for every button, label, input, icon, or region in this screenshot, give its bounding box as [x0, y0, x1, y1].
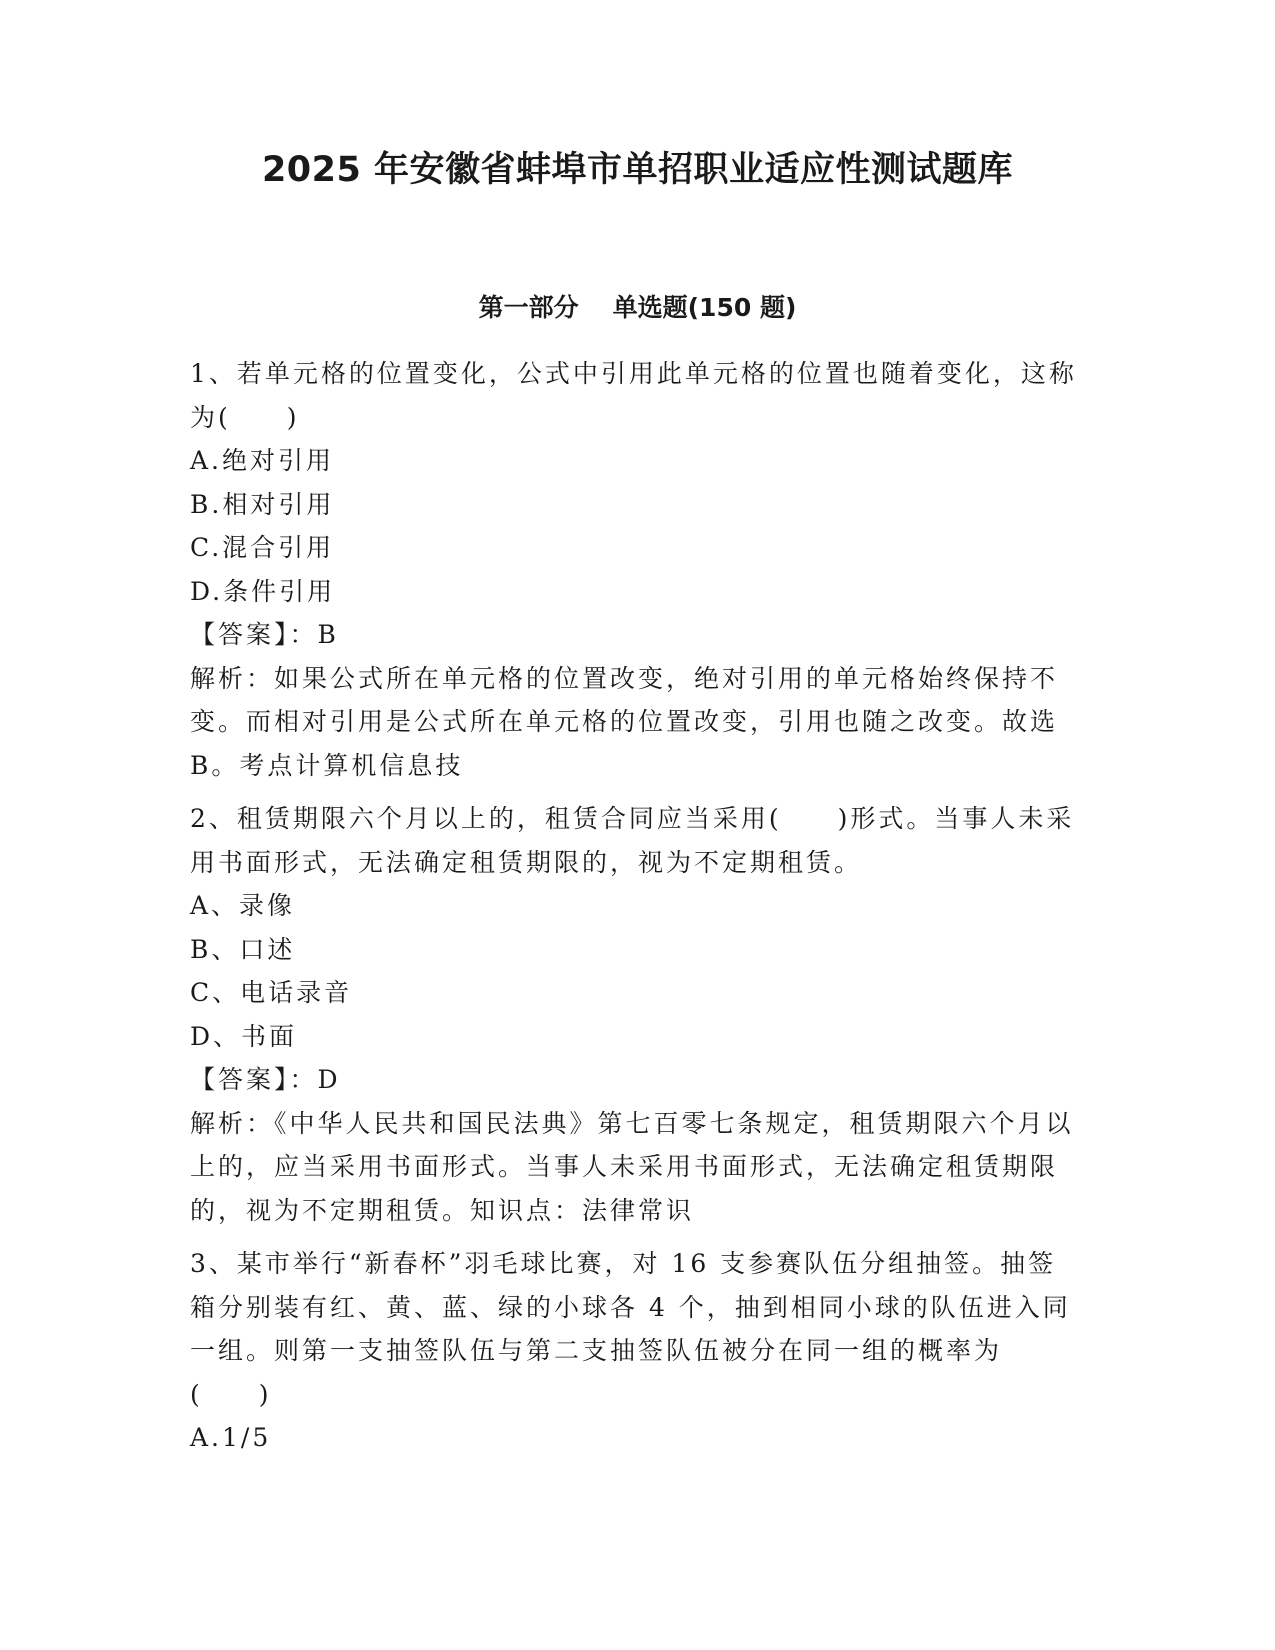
question-stem: 3、某市举行“新春杯”羽毛球比赛，对 16 支参赛队伍分组抽签。抽签箱分别装有红、黄、蓝、绿的小球各 4 个，抽到相同小球的队伍进入同一组。则第一支抽签队伍与第二支抽签队伍被分在同一组的概率为( ) [190, 1249, 1071, 1409]
question-stem: 2、租赁期限六个月以上的，租赁合同应当采用( )形式。当事人未采用书面形式，无法确定租赁期限的，视为不定期租赁。 [190, 804, 1075, 877]
section-name: 单选题(150 题) [612, 293, 797, 322]
option-b: B.相对引用 [190, 489, 335, 519]
analysis-text: 解析：《中华人民共和国民法典》第七百零七条规定，租赁期限六个月以上的，应当采用书面形式。当事人未采用书面形式，无法确定租赁期限的，视为不定期租赁。知识点：法律常识 [190, 1108, 1074, 1225]
question-stem: 1、若单元格的位置变化，公式中引用此单元格的位置也随着变化，这称为( ) [190, 359, 1077, 432]
answer-value: D [317, 1065, 341, 1094]
answer-label: 【答案】： [190, 1065, 318, 1094]
option-d: D、书面 [190, 1021, 298, 1051]
document-title: 2025 年安徽省蚌埠市单招职业适应性测试题库 [261, 150, 1014, 190]
option-b: B、口述 [190, 934, 296, 964]
answer-label: 【答案】： [190, 620, 318, 649]
analysis-text: 解析：如果公式所在单元格的位置改变，绝对引用的单元格始终保持不变。而相对引用是公式所在单元格的位置改变，引用也随之改变。故选 B。考点计算机信息技 [190, 663, 1059, 780]
option-c: C、电话录音 [190, 978, 353, 1007]
question-3 [190, 1242, 1080, 1460]
question-list [190, 352, 1080, 1470]
option-a: A.1/5 [190, 1423, 272, 1452]
option-a: A.绝对引用 [190, 446, 335, 475]
answer-line [190, 1058, 1080, 1102]
section-part: 第一部分 [478, 293, 579, 322]
option-d: D.条件引用 [190, 576, 336, 606]
option-c: C.混合引用 [190, 533, 335, 562]
section-heading [0, 291, 1275, 325]
answer-value: B [317, 620, 339, 649]
answer-line [190, 613, 1080, 657]
question-2 [190, 797, 1080, 1232]
option-a: A、录像 [190, 891, 296, 920]
question-1 [190, 352, 1080, 787]
